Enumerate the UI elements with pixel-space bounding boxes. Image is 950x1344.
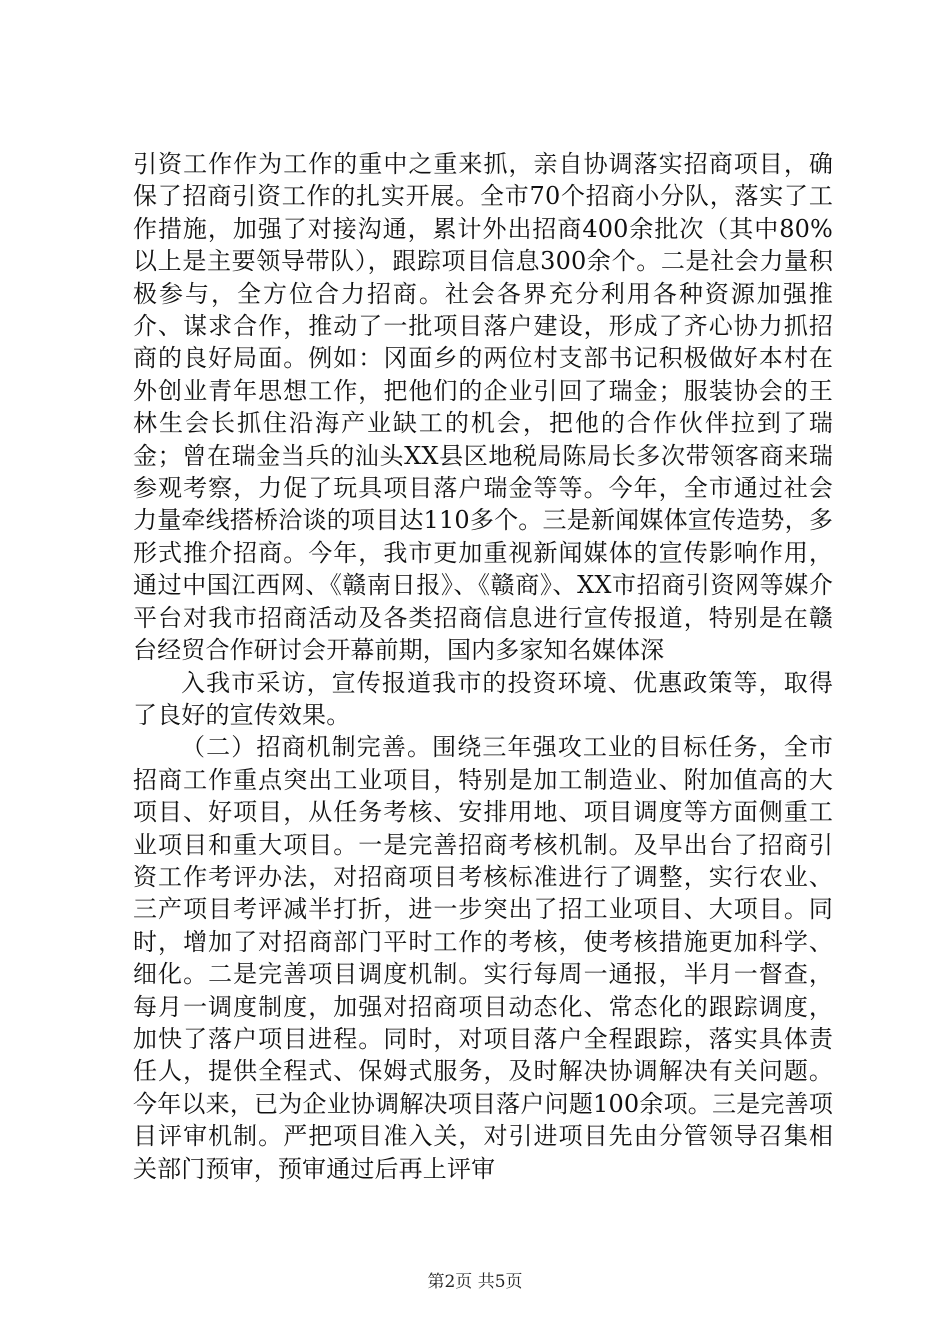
paragraph-mechanism: （二）招商机制完善。围绕三年强攻工业的目标任务，全市招商工作重点突出工业项目，特别是加工制造业、附加值高的大项目、好项目，从任务考核、安排用地、项目调度等方面侧重工业项目和重大项目。一是完善招商考核机制。及早出台了招商引资工作考评办法，对招商项目考核标准进行了调整，实行农业、三产项目考评减半打折，进一步突出了招工业项目、大项目。同时，增加了对招商部门平时工作的考核，使考核措施更加科学、细化。二是完善项目调度机制。实行每周一通报，半月一督查，每月一调度制度，加强对招商项目动态化、常态化的跟踪调度，加快了落户项目进程。同时，对项目落户全程跟踪，落实具体责任人，提供全程式、保姆式服务，及时解决协调解决有关问题。今年以来，已为企业协调解决项目落户问题100余项。三是完善项目评审机制。严把项目准入关，对引进项目先由分管领导召集相关部门预审，预审通过后再上评审 bbox=[133, 733, 833, 1183]
page-number-label: 第2页 共5页 bbox=[427, 1272, 523, 1292]
paragraph-media-coverage: 入我市采访，宣传报道我市的投资环境、优惠政策等，取得了良好的宣传效果。 bbox=[133, 668, 833, 729]
page-footer bbox=[0, 1272, 950, 1292]
document-body bbox=[133, 148, 833, 1185]
paragraph-continued: 引资工作作为工作的重中之重来抓，亲自协调落实招商项目，确保了招商引资工作的扎实开展。全市70个招商小分队，落实了工作措施，加强了对接沟通，累计外出招商400余批次（其中80%以上是主要领导带队），跟踪项目信息300余个。二是社会力量积极参与，全方位合力招商。社会各界充分利用各种资源加强推介、谋求合作，推动了一批项目落户建设，形成了齐心协力抓招商的良好局面。例如：冈面乡的两位村支部书记积极做好本村在外创业青年思想工作，把他们的企业引回了瑞金；服装协会的王林生会长抓住沿海产业缺工的机会，把他的合作伙伴拉到了瑞金；曾在瑞金当兵的汕头XX县区地税局陈局长多次带领客商来瑞参观考察，力促了玩具项目落户瑞金等等。今年，全市通过社会力量牵线搭桥洽谈的项目达110多个。三是新闻媒体宣传造势，多形式推介招商。今年，我市更加重视新闻媒体的宣传影响作用，通过中国江西网、《赣南日报》、《赣商》、XX市招商引资网等媒介平台对我市招商活动及各类招商信息进行宣传报道，特别是在赣台经贸合作研讨会开幕前期，国内多家知名媒体深 bbox=[133, 150, 833, 665]
